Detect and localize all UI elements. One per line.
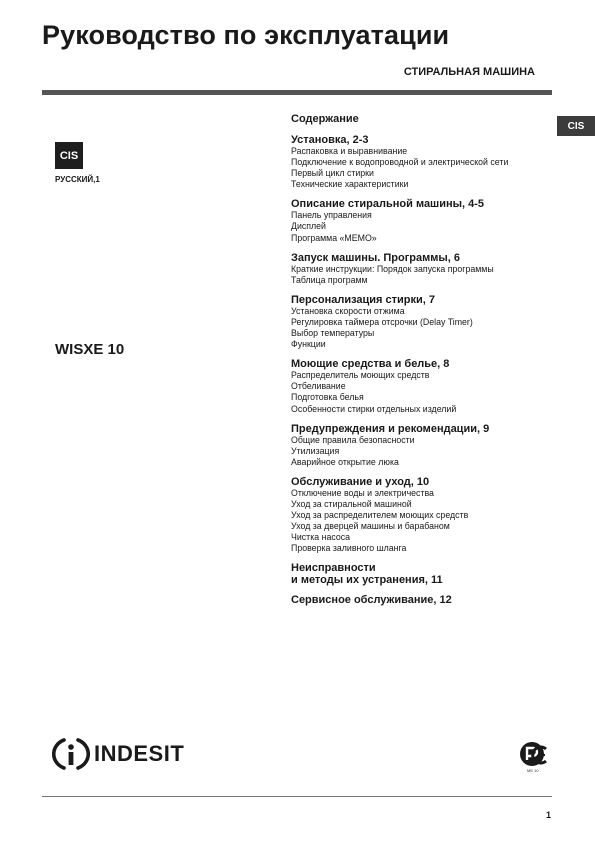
toc-subsection-list [291, 488, 561, 555]
toc-subsection-list [291, 370, 561, 414]
language-badge: CIS [55, 142, 83, 169]
toc-subsection-item[interactable]: Дисплей [291, 221, 326, 232]
toc-section-title[interactable]: Неисправности [291, 562, 376, 575]
toc-subsection-item[interactable]: Распаковка и выравнивание [291, 146, 408, 156]
document-title: Руководство по эксплуатации [42, 20, 450, 50]
toc-section [291, 294, 561, 350]
certification-caption: МЕ 10 [527, 768, 539, 773]
toc-subsection-item[interactable]: Общие правила безопасности [291, 434, 415, 445]
side-tab-cis[interactable]: CIS [557, 116, 595, 136]
toc-section [291, 134, 561, 190]
footer-rule [42, 796, 552, 797]
toc-section-title-continued[interactable]: и методы их устранения, 11 [291, 574, 443, 587]
toc-section-title[interactable]: Моющие средства и белье, 8 [291, 358, 450, 371]
toc-section [291, 562, 561, 586]
document-subtitle: СТИРАЛЬНАЯ МАШИНА [403, 66, 535, 78]
toc-section-title[interactable]: Персонализация стирки, 7 [291, 293, 436, 306]
toc-subsection-item[interactable]: Программа «МЕМО» [291, 232, 377, 243]
toc-section-title[interactable]: Описание стиральной машины, 4-5 [291, 198, 485, 211]
toc-subsection-item[interactable]: Уход за дверцей машины и барабаном [291, 521, 450, 532]
toc-subsection-item[interactable]: Панель управления [291, 210, 372, 221]
model-name: WISXE 10 [55, 341, 125, 358]
toc-subsection-list [291, 306, 561, 350]
toc-subsection-item[interactable]: Технические характеристики [291, 179, 409, 190]
toc-heading: Содержание [291, 113, 359, 125]
toc-subsection-list [291, 146, 561, 190]
page-number: 1 [546, 810, 552, 820]
toc-sections [291, 134, 561, 606]
language-link-russian[interactable]: РУССКИЙ,1 [55, 175, 100, 184]
toc-subsection-item[interactable]: Установка скорости отжима [291, 305, 405, 316]
toc-subsection-item[interactable]: Краткие инструкции: Порядок запуска программы [291, 263, 494, 274]
indesit-i-logo-icon [52, 737, 90, 771]
toc-subsection-item[interactable]: Утилизация [291, 445, 340, 456]
toc-subsection-item[interactable]: Регулировка таймера отсрочки (Delay Timer) [291, 316, 473, 327]
toc-section [291, 252, 561, 286]
table-of-contents [291, 113, 561, 614]
toc-section-title[interactable]: Обслуживание и уход, 10 [291, 475, 430, 488]
toc-subsection-item[interactable]: Подключение к водопроводной и электрической сети [291, 157, 509, 168]
pct-certification-icon [519, 741, 549, 769]
toc-subsection-item[interactable]: Распределитель моющих средств [291, 370, 430, 381]
toc-subsection-item[interactable]: Особенности стирки отдельных изделий [291, 403, 457, 414]
toc-subsection-item[interactable]: Функции [291, 339, 326, 350]
toc-section [291, 423, 561, 468]
brand-name: INDESIT [94, 741, 185, 766]
header-rule [42, 90, 552, 95]
toc-subsection-item[interactable]: Проверка заливного шланга [291, 543, 407, 554]
toc-section-title[interactable]: Установка, 2-3 [291, 134, 369, 146]
toc-subsection-list [291, 435, 561, 468]
toc-subsection-item[interactable]: Подготовка белья [291, 392, 364, 403]
toc-section-title[interactable]: Сервисное обслуживание, 12 [291, 594, 452, 607]
toc-subsection-item[interactable]: Чистка насоса [291, 532, 351, 543]
indesit-logo [52, 737, 184, 771]
toc-subsection-item[interactable]: Таблица программ [291, 274, 368, 285]
toc-subsection-item[interactable]: Уход за стиральной машиной [291, 498, 412, 509]
toc-subsection-item[interactable]: Выбор температуры [291, 328, 375, 339]
toc-section-title[interactable]: Предупреждения и рекомендации, 9 [291, 422, 490, 435]
toc-section [291, 198, 561, 243]
toc-subsection-item[interactable]: Отбеливание [291, 381, 346, 392]
toc-section-title[interactable]: Запуск машины. Программы, 6 [291, 251, 461, 264]
toc-section [291, 476, 561, 555]
toc-subsection-item[interactable]: Аварийное открытие люка [291, 456, 399, 467]
toc-subsection-list [291, 264, 561, 286]
toc-subsection-list [291, 210, 561, 243]
toc-subsection-item[interactable]: Отключение воды и электричества [291, 487, 434, 498]
toc-section [291, 594, 561, 606]
toc-subsection-item[interactable]: Первый цикл стирки [291, 168, 374, 179]
toc-subsection-item[interactable]: Уход за распределителем моющих средств [291, 510, 469, 521]
toc-section [291, 358, 561, 414]
